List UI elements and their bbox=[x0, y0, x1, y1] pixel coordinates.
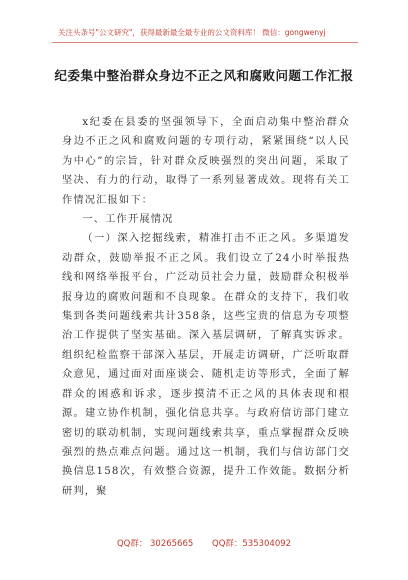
section-heading: 一、工作开展情况 bbox=[82, 214, 174, 226]
intro-paragraph: x纪委在县委的坚强领导下，全面启动集中整治群众身边不正之风和腐败问题的专项行动，紧紧围绕“以人民为中心”的宗旨，针对群众反映强烈的突出问题，采取了坚决、有力的行动，取得了一系列显著成效。现将有关工作情况汇报如下： bbox=[62, 117, 350, 206]
document-title: 纪委集中整治群众身边不正之风和腐败问题工作汇报 bbox=[54, 68, 354, 83]
header-promo-text: 关注头条号"公文研究"，获得最新最全最专业的公文资料库！ 微信：gongwenyj bbox=[58, 28, 326, 37]
header-bar bbox=[0, 0, 408, 40]
document-body bbox=[62, 113, 350, 501]
section-paragraph: （一）深入挖掘线索，精准打击不正之风。多渠道发动群众，鼓励举报不正之风。我们设立了24小时举报热线和网络举报平台，广泛动员社会力量，鼓励群众积极举报身边的腐败问题和不良现象。在群众的支持下，我们收集到各类问题线索共计358条，这些宝贵的信息为专项整治工作提供了坚实基础。深入基层调研，了解真实诉求。组织纪检监察干部深入基层，开展走访调研，广泛听取群众意见，通过面对面座谈会、随机走访等形式，全面了解群众的困惑和诉求，逐步摸清不正之风的具体表现和根源。建立协作机制，强化信息共享。与政府信访部门建立密切的联动机制，实现问题线索共享，重点掌握群众反映强烈的热点难点问题。通过这一机制，我们与信访部门交换信息158次，有效整合资源，提升工作效能。数据分析研判，聚 bbox=[62, 233, 350, 497]
header-divider bbox=[52, 42, 358, 43]
footer-qq-group-2: QQ群：535304092 bbox=[212, 539, 292, 549]
footer-qq-group-1: QQ群： 30265665 bbox=[116, 539, 194, 549]
footer bbox=[0, 537, 408, 549]
